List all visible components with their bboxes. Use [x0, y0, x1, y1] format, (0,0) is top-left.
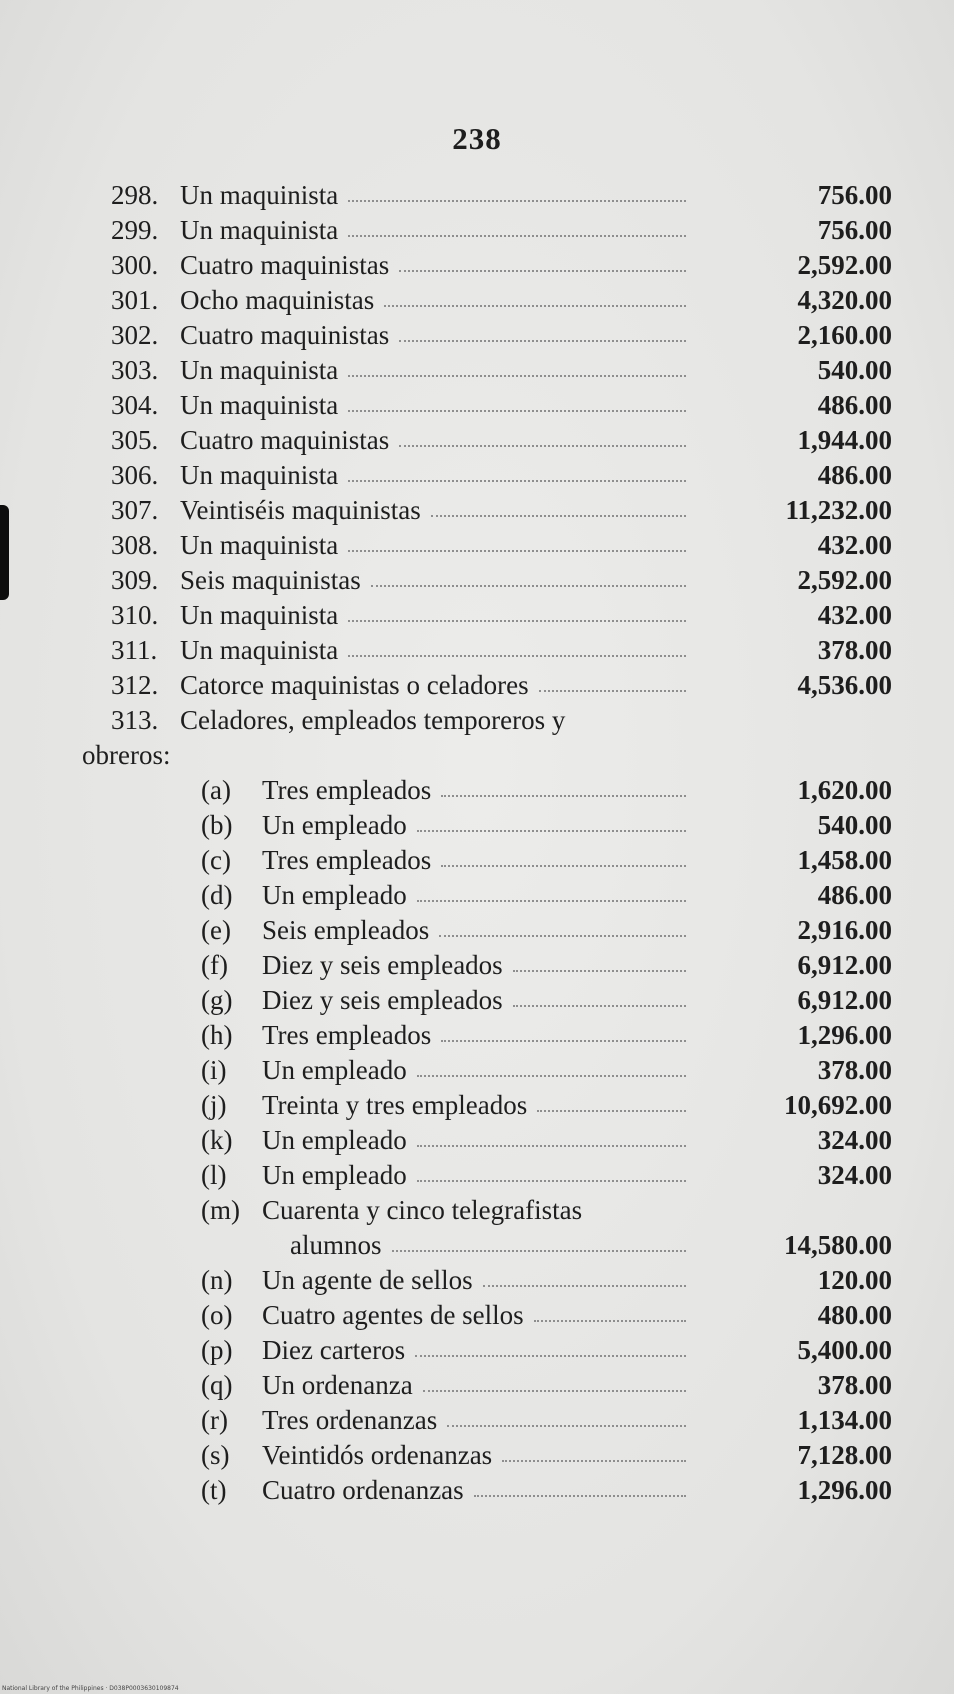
dot-leader: [447, 1425, 686, 1427]
sub-entry-row: [0, 1018, 954, 1053]
entry-number: 298.: [111, 180, 159, 210]
dot-leader: [415, 1355, 686, 1357]
entry-number: 303.: [111, 355, 159, 385]
sub-entry-row: [0, 1333, 954, 1368]
sub-entry-label: Un ordenanza: [262, 1370, 413, 1400]
dot-leader: [502, 1460, 686, 1462]
sub-entry-row: [0, 1123, 954, 1158]
entry-row: [0, 528, 954, 563]
sub-entry-amount: 14,580.00: [784, 1230, 892, 1260]
entry-amount: 486.00: [817, 390, 892, 420]
dot-leader: [513, 1005, 686, 1007]
entry-label: Un maquinista: [180, 180, 339, 210]
sub-entry-letter: (f): [201, 950, 228, 980]
sub-entry-letter: (n): [201, 1265, 233, 1295]
budget-entries: [0, 178, 954, 1508]
sub-entry-label: Tres ordenanzas: [262, 1405, 438, 1435]
entry-amount: 2,160.00: [797, 320, 892, 350]
entry-313: [0, 703, 954, 738]
sub-entry-label: Un empleado: [262, 1055, 407, 1085]
entry-amount: 2,592.00: [797, 250, 892, 280]
entry-amount: 1,944.00: [797, 425, 892, 455]
sub-entry-amount: 1,458.00: [797, 845, 892, 875]
sub-entry-letter: (d): [201, 880, 233, 910]
sub-entry-letter: (p): [201, 1335, 233, 1365]
entry-number: 311.: [111, 635, 158, 665]
dot-leader: [348, 375, 686, 377]
entry-row: [0, 353, 954, 388]
sub-entry-label: Tres empleados: [262, 845, 432, 875]
sub-entry-list: [0, 773, 954, 1508]
entry-amount: 486.00: [817, 460, 892, 490]
entry-amount: 2,592.00: [797, 565, 892, 595]
sub-entry-amount: 1,134.00: [797, 1405, 892, 1435]
dot-leader: [348, 410, 686, 412]
sub-entry-letter: (r): [201, 1405, 228, 1435]
entry-number: 313.: [111, 705, 159, 735]
sub-entry-amount: 120.00: [817, 1265, 892, 1295]
entry-label: Celadores, empleados temporeros y: [180, 705, 566, 735]
dot-leader: [348, 200, 686, 202]
sub-entry-label-continuation: alumnos: [290, 1230, 382, 1260]
entry-number: 299.: [111, 215, 159, 245]
sub-entry-amount: 6,912.00: [797, 985, 892, 1015]
sub-entry-letter: (e): [201, 915, 231, 945]
entry-label: Un maquinista: [180, 355, 339, 385]
entry-number: 305.: [111, 425, 159, 455]
sub-entry-row: [0, 1088, 954, 1123]
sub-entry-row: [0, 773, 954, 808]
sub-entry-label: Un empleado: [262, 880, 407, 910]
dot-leader: [348, 550, 686, 552]
sub-entry-amount: 2,916.00: [797, 915, 892, 945]
sub-entry-label: Un empleado: [262, 810, 407, 840]
entry-number: 308.: [111, 530, 159, 560]
entry-number: 310.: [111, 600, 159, 630]
entry-row: [0, 633, 954, 668]
entry-row: [0, 283, 954, 318]
entry-label: Cuatro maquinistas: [180, 425, 390, 455]
dot-leader: [392, 1250, 687, 1252]
dot-leader: [348, 480, 686, 482]
entry-313-continuation: [0, 738, 954, 773]
dot-leader: [483, 1285, 686, 1287]
entry-row: [0, 598, 954, 633]
sub-entry-letter: (h): [201, 1020, 233, 1050]
entry-row: [0, 668, 954, 703]
entry-label: Un maquinista: [180, 215, 339, 245]
entry-label: Un maquinista: [180, 600, 339, 630]
entry-row: [0, 388, 954, 423]
dot-leader: [371, 585, 686, 587]
entry-row: [0, 178, 954, 213]
entry-number: 307.: [111, 495, 159, 525]
entry-row: [0, 563, 954, 598]
entry-label: Un maquinista: [180, 390, 339, 420]
entry-row: [0, 493, 954, 528]
sub-entry-amount: 324.00: [817, 1160, 892, 1190]
dot-leader: [417, 830, 686, 832]
dot-leader: [399, 445, 686, 447]
scan-credit: National Library of the Philippines · D038P0003630109874: [2, 1685, 179, 1692]
sub-entry-letter: (i): [201, 1055, 227, 1085]
sub-entry-label: Cuatro ordenanzas: [262, 1475, 464, 1505]
dot-leader: [513, 970, 686, 972]
dot-leader: [539, 690, 686, 692]
dot-leader: [441, 1040, 686, 1042]
sub-entry-row: [0, 808, 954, 843]
sub-entry-row: [0, 1263, 954, 1298]
sub-entry-label: Cuarenta y cinco telegrafistas: [262, 1195, 583, 1225]
entry-label: Un maquinista: [180, 460, 339, 490]
dot-leader: [441, 865, 686, 867]
sub-entry-amount: 486.00: [817, 880, 892, 910]
sub-entry-row: [0, 1158, 954, 1193]
dot-leader: [399, 340, 686, 342]
sub-entry-row: [0, 948, 954, 983]
dot-leader: [537, 1110, 686, 1112]
entry-number: 301.: [111, 285, 159, 315]
sub-entry-letter: (b): [201, 810, 233, 840]
entry-label-continuation: obreros:: [82, 740, 171, 770]
sub-entry-row: [0, 1193, 954, 1228]
sub-entry-row: [0, 878, 954, 913]
dot-leader: [441, 795, 686, 797]
entry-label: Ocho maquinistas: [180, 285, 375, 315]
sub-entry-row: [0, 1053, 954, 1088]
entry-amount: 540.00: [817, 355, 892, 385]
sub-entry-label: Diez y seis empleados: [262, 950, 503, 980]
sub-entry-amount: 540.00: [817, 810, 892, 840]
sub-entry-label: Cuatro agentes de sellos: [262, 1300, 524, 1330]
sub-entry-amount: 7,128.00: [797, 1440, 892, 1470]
entry-number: 309.: [111, 565, 159, 595]
entry-amount: 756.00: [817, 180, 892, 210]
sub-entry-label: Un empleado: [262, 1160, 407, 1190]
sub-entry-row: [0, 1473, 954, 1508]
sub-entry-letter: (g): [201, 985, 233, 1015]
dot-leader: [474, 1495, 686, 1497]
sub-entry-amount: 378.00: [817, 1055, 892, 1085]
entry-amount: 11,232.00: [785, 495, 892, 525]
sub-entry-amount: 480.00: [817, 1300, 892, 1330]
sub-entry-amount: 324.00: [817, 1125, 892, 1155]
sub-entry-amount: 1,620.00: [797, 775, 892, 805]
sub-entry-label: Tres empleados: [262, 1020, 432, 1050]
main-entry-list: [0, 178, 954, 703]
sub-entry-letter: (m): [201, 1195, 240, 1225]
sub-entry-label: Un empleado: [262, 1125, 407, 1155]
dot-leader: [417, 900, 686, 902]
entry-label: Seis maquinistas: [180, 565, 361, 595]
entry-row: [0, 318, 954, 353]
sub-entry-label: Diez carteros: [262, 1335, 406, 1365]
entry-number: 312.: [111, 670, 159, 700]
sub-entry-amount: 378.00: [817, 1370, 892, 1400]
entry-row: [0, 458, 954, 493]
entry-label: Cuatro maquinistas: [180, 320, 390, 350]
sub-entry-amount: 1,296.00: [797, 1475, 892, 1505]
dot-leader: [399, 270, 686, 272]
sub-entry-letter: (t): [201, 1475, 227, 1505]
entry-label: Un maquinista: [180, 530, 339, 560]
dot-leader: [348, 235, 686, 237]
entry-amount: 756.00: [817, 215, 892, 245]
entry-row: [0, 213, 954, 248]
sub-entry-letter: (k): [201, 1125, 233, 1155]
entry-number: 300.: [111, 250, 159, 280]
entry-label: Catorce maquinistas o celadores: [180, 670, 529, 700]
sub-entry-row: [0, 1403, 954, 1438]
sub-entry-row: [0, 843, 954, 878]
sub-entry-row: [0, 1368, 954, 1403]
entry-label: Un maquinista: [180, 635, 339, 665]
entry-amount: 4,320.00: [797, 285, 892, 315]
dot-leader: [423, 1390, 686, 1392]
sub-entry-letter: (c): [201, 845, 231, 875]
entry-number: 302.: [111, 320, 159, 350]
dot-leader: [431, 515, 686, 517]
dot-leader: [534, 1320, 686, 1322]
sub-entry-label: Un agente de sellos: [262, 1265, 473, 1295]
dot-leader: [417, 1145, 686, 1147]
sub-entry-row: [0, 1438, 954, 1473]
sub-entry-label: Treinta y tres empleados: [262, 1090, 528, 1120]
sub-entry-label: Veintidós ordenanzas: [262, 1440, 493, 1470]
entry-amount: 432.00: [817, 530, 892, 560]
sub-entry-continuation-row: [0, 1228, 954, 1263]
sub-entry-label: Diez y seis empleados: [262, 985, 503, 1015]
sub-entry-letter: (s): [201, 1440, 230, 1470]
sub-entry-letter: (a): [201, 775, 231, 805]
sub-entry-letter: (l): [201, 1160, 227, 1190]
sub-entry-amount: 1,296.00: [797, 1020, 892, 1050]
sub-entry-label: Tres empleados: [262, 775, 432, 805]
page-number: 238: [452, 121, 502, 156]
dot-leader: [417, 1075, 686, 1077]
sub-entry-letter: (j): [201, 1090, 227, 1120]
entry-number: 304.: [111, 390, 159, 420]
entry-amount: 4,536.00: [797, 670, 892, 700]
dot-leader: [417, 1180, 686, 1182]
sub-entry-label: Seis empleados: [262, 915, 430, 945]
sub-entry-amount: 5,400.00: [797, 1335, 892, 1365]
entry-label: Cuatro maquinistas: [180, 250, 390, 280]
entry-amount: 432.00: [817, 600, 892, 630]
entry-row: [0, 423, 954, 458]
sub-entry-row: [0, 913, 954, 948]
entry-row: [0, 248, 954, 283]
sub-entry-letter: (q): [201, 1370, 233, 1400]
dot-leader: [348, 620, 686, 622]
sub-entry-amount: 6,912.00: [797, 950, 892, 980]
entry-label: Veintiséis maquinistas: [180, 495, 421, 525]
sub-entry-letter: (o): [201, 1300, 233, 1330]
dot-leader: [439, 935, 686, 937]
entry-number: 306.: [111, 460, 159, 490]
sub-entry-row: [0, 983, 954, 1018]
dot-leader: [348, 655, 686, 657]
sub-entry-row: [0, 1298, 954, 1333]
sub-entry-amount: 10,692.00: [784, 1090, 892, 1120]
dot-leader: [384, 305, 686, 307]
entry-amount: 378.00: [817, 635, 892, 665]
